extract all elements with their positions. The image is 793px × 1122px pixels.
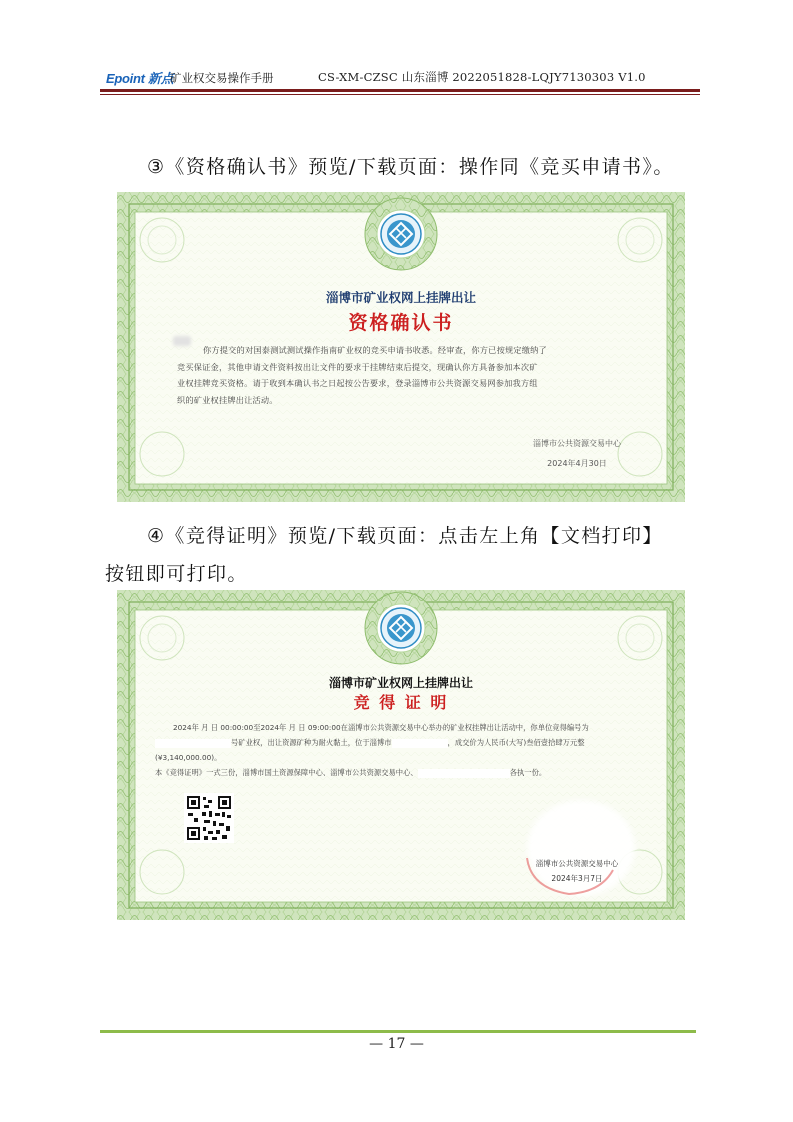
- section4-paragraph-line1: ④《竞得证明》预览/下载页面：点击左上角【文档打印】: [147, 525, 663, 547]
- certificate-body-line: 竞买保证金，其他申请文件资料按出让文件的要求于挂牌结束后提交，现确认你方具备参加本次矿: [177, 361, 538, 372]
- footer-rule: [100, 1030, 696, 1033]
- redacted-party: [418, 769, 510, 778]
- header-rule-thick: [100, 89, 700, 92]
- certificate-issuer-heading: 淄博市矿业权网上挂牌出让: [325, 290, 476, 305]
- epoint-logo: Epoint 新点: [106, 71, 174, 86]
- header-rule-thin: [100, 94, 700, 95]
- certificate-body-line: 2024年 月 日 00:00:00至2024年 月 日 09:00:00在淄博市公共资源交易中心举办的矿业权挂牌出让活动中，你单位竞得编号为: [173, 723, 589, 732]
- page-number: — 17 —: [369, 1036, 424, 1052]
- redacted-location: [392, 739, 448, 748]
- certificate-body-line: 业权挂牌竞买资格。请于收到本确认书之日起按公告要求，登录淄博市公共资源交易网参加我方组: [177, 378, 538, 388]
- certificate-body: [147, 342, 655, 408]
- certificate-signature-issuer: 淄博市公共资源交易中心: [535, 859, 619, 868]
- qr-code-icon: [184, 793, 234, 843]
- manual-title: 矿业权交易操作手册: [170, 71, 274, 85]
- document-code: CS-XM-CZSC 山东淄博 2022051828-LQJY7130303 V1.0: [318, 70, 646, 84]
- section3-paragraph: ③《资格确认书》预览/下载页面：操作同《竞买申请书》。: [147, 156, 674, 178]
- section4-paragraph-line2: 按钮即可打印。: [105, 563, 248, 585]
- certificate-body-line: (¥3,140,000.00)。: [155, 753, 222, 762]
- certificate-signature-date: 2024年3月7日: [551, 874, 603, 883]
- certificate-body-line: 你方提交的对国泰测试测试操作指南矿业权的竞买申请书收悉。经审查，你方已按规定缴纳了: [203, 345, 547, 355]
- certificate-signature-date: 2024年4月30日: [547, 459, 607, 468]
- winning-bid-certificate-image: [117, 590, 685, 920]
- certificate-body: [155, 720, 660, 780]
- certificate-body-line: 本《竞得证明》一式三份，淄博市国土资源保障中心、淄博市公共资源交易中心、 各执一份。: [155, 768, 547, 777]
- certificate-body-line: 织的矿业权挂牌出让活动。: [177, 394, 278, 405]
- certificate-body-line: 号矿业权，出让资源矿种为耐火黏土，位于淄博市 ，成交价为人民币(大写)叁佰壹拾肆万元整: [155, 735, 660, 750]
- qualification-certificate-image: [117, 192, 685, 502]
- certificate-title: 竞 得 证 明: [353, 693, 449, 712]
- certificate-signature-issuer: 淄博市公共资源交易中心: [533, 439, 621, 448]
- certificate-title: 资格确认书: [348, 312, 454, 334]
- page-header: [100, 64, 700, 94]
- redacted-lot-number: [155, 739, 231, 748]
- certificate-issuer-heading: 淄博市矿业权网上挂牌出让: [328, 676, 473, 690]
